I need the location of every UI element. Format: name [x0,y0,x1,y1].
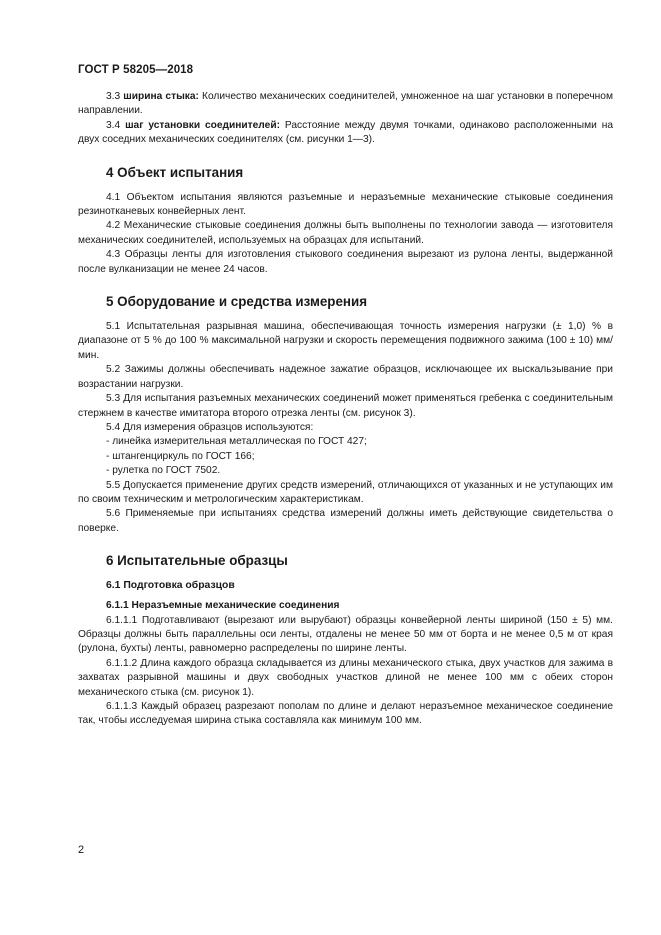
instrument-list [78,435,613,478]
term-3-4 [78,119,613,148]
paragraph-6-1-1-2: 6.1.1.2 Длина каждого образца складывается из длины механического стыка, двух участков для зажима в захватах разрывной машины и двух свободных участков длиной не менее 100 мм с обеих сторон механического стыка (см. рисунок 1). [78,657,613,698]
paragraph-6-1-1-3: 6.1.1.3 Каждый образец разрезают пополам по длине и делают неразъемное механическое соединение так, чтобы исследуемая ширина стыка составляла как минимум 100 мм. [78,701,613,727]
term-number: 3.3 [106,91,121,102]
term-definition: Количество механических соединителей, умноженное на шаг установки в поперечном направлении. [78,91,613,117]
term-name: ширина стыка: [123,91,199,102]
list-item: - штангенциркуль по ГОСТ 166; [106,450,255,462]
page-number: 2 [78,844,85,856]
paragraph-5-6: 5.6 Применяемые при испытаниях средства измерений должны иметь действующие свидетельства о поверке. [78,508,613,534]
term-number: 3.4 [106,119,121,131]
paragraph-4-1: 4.1 Объектом испытания являются разъемные и неразъемные механические стыковые соединения резинотканевых конвейерных лент. [78,191,613,218]
paragraph-4-3: 4.3 Образцы ленты для изготовления стыкового соединения вырезают из рулона ленты, выдержанной после вулканизации не менее 24 часов. [78,249,613,275]
paragraph-6-1-1-1: 6.1.1.1 Подготавливают (вырезают или вырубают) образцы конвейерной ленты шириной (150 ± 5) мм. Образцы должны быть параллельны оси ленты, отдалены не менее 50 мм от борта и не менее 0,5 м от края (рулона, бухты) ленты, равномерно распределены по ширине ленты. [78,614,613,655]
term-definition: Расстояние между двумя точками, одинаково расположенными на двух соседних механических соединителях (см. рисунки 1—3). [78,119,614,146]
subsection-6-1-1-title: 6.1.1 Неразъемные механические соединения [106,600,340,612]
section-6-title: 6 Испытательные образцы [106,553,288,569]
document-header: ГОСТ Р 58205—2018 [78,64,194,76]
section-5-title: 5 Оборудование и средства измерения [106,294,368,310]
subsection-6-1-title: 6.1 Подготовка образцов [106,580,235,592]
section-4-title: 4 Объект испытания [106,164,244,180]
paragraph-5-4: 5.4 Для измерения образцов используются: [106,421,314,433]
paragraph-5-1: 5.1 Испытательная разрывная машина, обеспечивающая точность измерения нагрузки (± 1,0) % в диапазоне от 5 % до 100 % максимальной нагрузки и скорость перемещения подвижного зажима (100 ± 10) мм/мин. [78,321,613,361]
document-body [78,90,613,729]
paragraph-5-3: 5.3 Для испытания разъемных механических соединений может применяться гребенка с соединительным стержнем в качестве имитатора второго отрезка ленты (см. рисунок 3). [78,393,613,419]
paragraph-4-2: 4.2 Механические стыковые соединения должны быть выполнены по технологии завода — изготовителя механических соединителей, используемых на образцах для испытаний. [78,220,613,246]
term-name: шаг установки соединителей: [125,119,280,131]
list-item: - рулетка по ГОСТ 7502. [106,465,221,477]
paragraph-5-2: 5.2 Зажимы должны обеспечивать надежное зажатие образцов, исключающее их выскальзывание при возрастании нагрузки. [78,364,613,390]
paragraph-5-5: 5.5 Допускается применение других средств измерений, отличающихся от указанных и не уступающих им по своим техническим и метрологическим характеристикам. [78,479,613,505]
term-3-3 [78,90,613,119]
list-item: - линейка измерительная металлическая по ГОСТ 427; [106,436,367,448]
